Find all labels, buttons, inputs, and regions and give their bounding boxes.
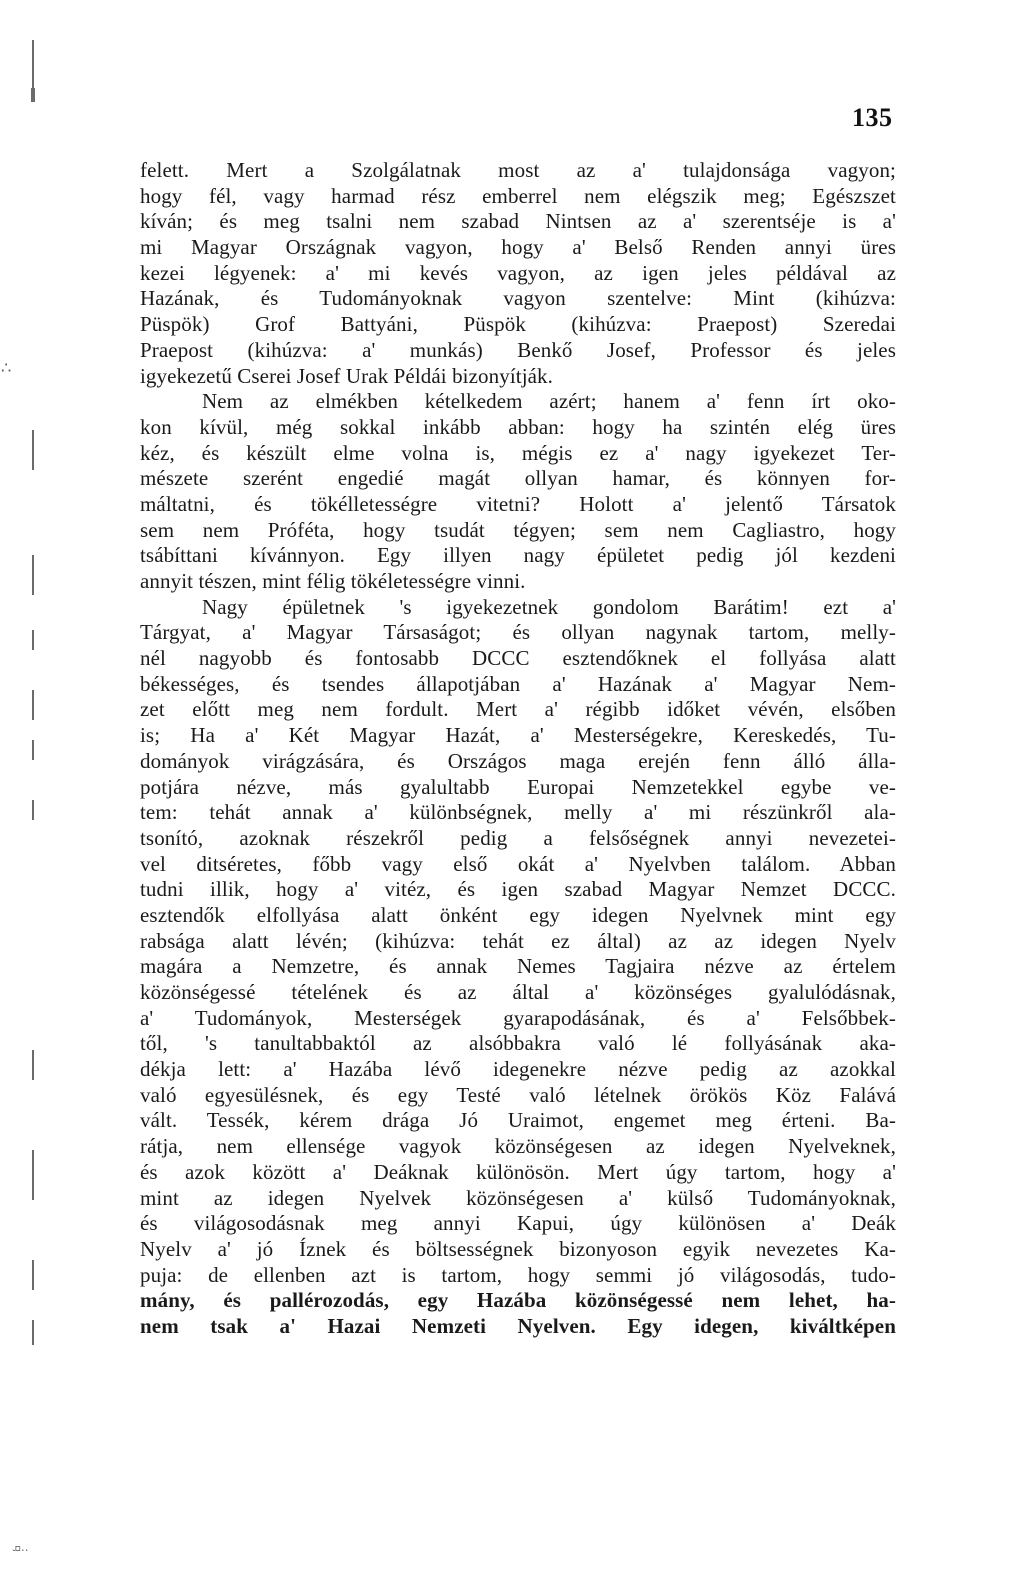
text-line: kíván; és meg tsalni nem szabad Nintsen az a' szerentséje is a' [140,209,896,234]
text-line: tsábíttani kívánnyon. Egy illyen nagy épületet pedig jól kezdeni [140,543,896,568]
text-line: Nagy épületnek 's igyekezetnek gondolom Barátim! ezt a' [202,594,896,619]
text-line: való egyesülésnek, és egy Testé való lételnek örökös Köz Falává [140,1082,896,1107]
text-line: puja: de ellenben azt is tartom, hogy semmi jó világosodás, tudo- [140,1262,896,1287]
margin-line [32,740,34,760]
text-line: és azok között a' Deáknak különösön. Mert úgy tartom, hogy a' [140,1159,896,1184]
text-line: tem: tehát annak a' különbségnek, melly a' mi részünkről ala- [140,800,896,825]
text-line: esztendők elfollyása alatt önként egy idegen Nyelvnek mint egy [140,902,896,927]
page-number: 135 [852,103,893,132]
margin-line [32,1050,34,1080]
text-line: nem tsak a' Hazai Nemzeti Nyelven. Egy idegen, kiváltképen [140,1313,896,1338]
text-line: Praepost (kihúzva: a' munkás) Benkő Josef, Professor és jeles [140,337,896,362]
margin-line [32,1260,34,1290]
text-line: felett. Mert a Szolgálatnak most az a' tulajdonsága vagyon; [140,158,896,182]
text-line: rabsága alatt lévén; (kihúzva: tehát ez által) az az idegen Nyelv [140,928,896,953]
text-line: zet előtt meg nem fordult. Mert a' régibb időket vévén, elsőben [140,697,896,722]
margin-line [32,1320,34,1345]
text-line: magára a Nemzetre, és annak Nemes Tagjaira nézve az értelem [140,954,896,979]
text-line: békességes, és tsendes állapotjában a' Hazának a' Magyar Nem- [140,671,896,696]
text-line: Nyelv a' jó Íznek és böltsességnek bizonyoson egyik nevezetes Ka- [140,1236,896,1261]
text-line: mány, és pallérozodás, egy Hazába közönségessé nem lehet, ha- [140,1288,896,1313]
scan-smudge: ∴ [1,358,12,377]
text-line: potjára nézve, más gyalultabb Europai Nemzetekkel egybe ve- [140,774,896,799]
text-line: től, 's tanultabbaktól az alsóbbakra való lé follyásának aka- [140,1031,896,1056]
margin-line [32,630,34,650]
text-line: és világosodásnak meg annyi Kapui, úgy különösen a' Deák [140,1211,896,1236]
text-line: dományok virágzására, és Országos maga erején fenn álló álla- [140,748,896,773]
margin-line [32,690,34,720]
text-line: mi Magyar Országnak vagyon, hogy a' Belső Renden annyi üres [140,235,896,260]
body-text [140,158,896,1340]
text-line: is; Ha a' Két Magyar Hazát, a' Mesterségekre, Kereskedés, Tu- [140,723,896,748]
text-line: közönségessé tételének és az által a' közönséges gyalulódásnak, [140,980,896,1004]
text-line: a' Tudományok, Mesterségek gyarapodásának, és a' Felsőbbek- [140,1005,896,1030]
margin-line [32,555,34,595]
text-line: vel ditséretes, főbb vagy első okát a' Nyelvben találom. Abban [140,851,896,876]
text-line: vált. Tessék, kérem drága Jó Uraimot, engemet meg érteni. Ba- [140,1108,896,1133]
text-line: Tárgyat, a' Magyar Társaságot; és ollyan nagynak tartom, melly- [140,620,896,645]
text-line: kezei légyenek: a' mi kevés vagyon, az igen jeles példával az [140,260,896,285]
text-line: sem nem Próféta, hogy tsudát tégyen; sem nem Cagliastro, hogy [140,517,896,542]
text-line: kéz, és készült elme volna is, mégis ez a' nagy igyekezet Ter- [140,440,896,465]
text-line: tudni illik, hogy a' vitéz, és igen szabad Magyar Nemzet DCCC. [140,877,896,902]
text-line: mint az idegen Nyelvek közönségesen a' külső Tudományoknak, [140,1185,896,1210]
margin-line [32,800,34,820]
margin-line [32,1150,34,1200]
text-line: tsonító, azoknak részekről pedig a felsőségnek annyi nevezetei- [140,825,896,850]
text-line: rátja, nem ellensége vagyok közönségesen az idegen Nyelveknek, [140,1134,896,1159]
text-line: Hazának, és Tudományoknak vagyon szentelve: Mint (kihúzva: [140,286,896,311]
text-line: Püspök) Grof Battyáni, Püspök (kihúzva: Praepost) Szeredai [140,312,896,337]
text-line: mészete szerént engedié magát ollyan hamar, és könnyen for- [140,466,896,491]
text-line: Nem az elmékben kételkedem azért; hanem a' fenn írt oko- [202,389,896,414]
margin-line [32,430,34,470]
text-line: nél nagyobb és fontosabb DCCC esztendőknek el follyása alatt [140,646,896,671]
text-line: igyekezetű Cserei Josef Urak Példái bizonyítják. [140,363,554,388]
margin-line [31,88,35,102]
text-line: hogy fél, vagy harmad rész emberrel nem elégszik meg; Egészszet [140,183,896,208]
scan-artifact: ܩ.. [12,1540,29,1554]
text-line: dékja lett: a' Hazába lévő idegenekre nézve pedig az azokkal [140,1057,896,1082]
text-line: máltatni, és tökélletességre vitetni? Holott a' jelentő Társatok [140,491,896,516]
text-line: annyit tészen, mint félig tökéletességre vinni. [140,569,526,593]
text-line: kon kívül, még sokkal inkább abban: hogy ha szintén elég üres [140,414,896,439]
